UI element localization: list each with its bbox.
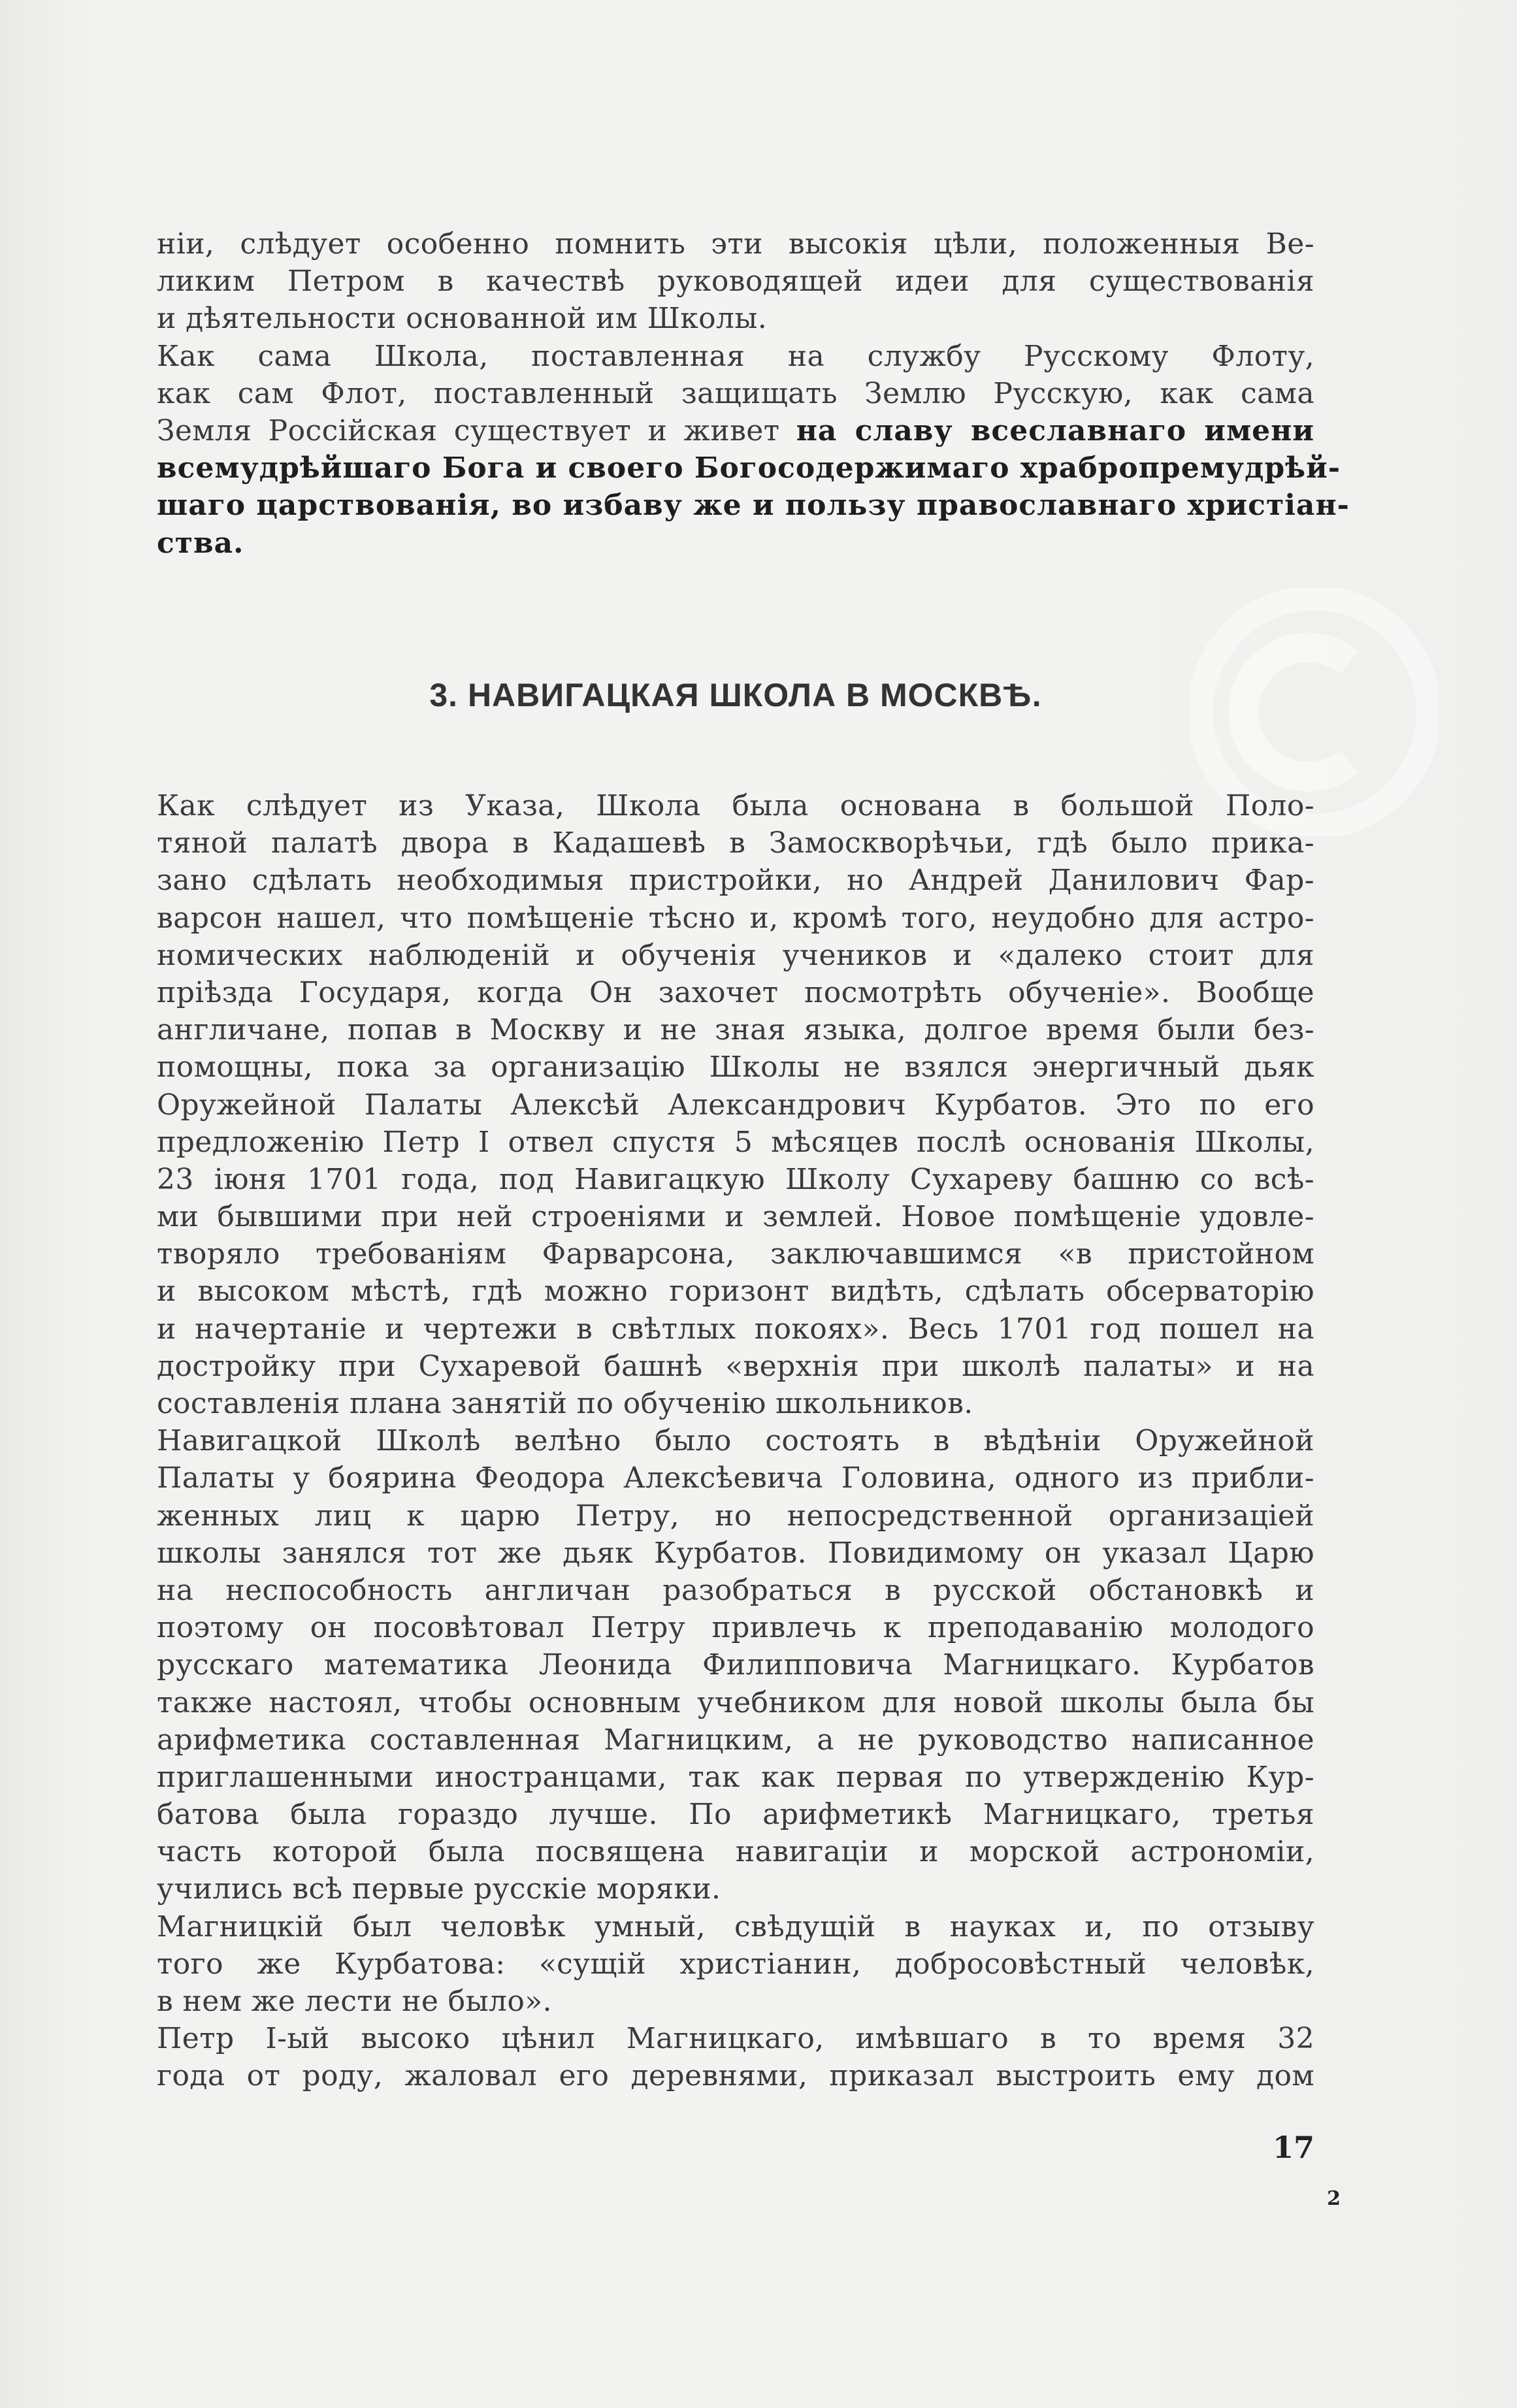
text-line: учились всѣ первые русскіе моряки.: [157, 1872, 721, 1906]
text-line: поэтому он посовѣтовал Петру привлечь к преподаванію молодого: [157, 1611, 1314, 1645]
text-line: Палаты у боярина Феодора Алексѣевича Головина, одного из прибли-: [157, 1461, 1314, 1495]
text-line: пріѣзда Государя, когда Он захочет посмотрѣть обученіе». Вообще: [157, 975, 1314, 1009]
text-line: Как слѣдует из Указа, Школа была основана в большой Поло-: [157, 789, 1314, 822]
text-line: творяло требованіям Фарварсона, заключавшимся «в пристойном: [157, 1237, 1314, 1271]
text-line: школы занялся тот же дьяк Курбатов. Повидимому он указал Царю: [157, 1536, 1314, 1570]
text-line: приглашенными иностранцами, так как первая по утвержденію Кур-: [157, 1760, 1314, 1794]
bold-text-line: шаго царствованія, во избаву же и пользу православнаго христіан-: [157, 489, 1350, 523]
text-line: арифметика составленная Магницким, а не руководство написанное: [157, 1723, 1314, 1757]
bold-text-line: ства.: [157, 526, 244, 560]
text-line: ми бывшими при ней строеніями и землей. Новое помѣщеніе удовле-: [157, 1200, 1314, 1234]
text-line: Петр І-ый высоко цѣнил Магницкаго, имѣвшаго в то время 32: [157, 2022, 1314, 2056]
text-line: номических наблюденій и обученія учеников и «далеко стоит для: [157, 938, 1314, 972]
text-line: [157, 338, 1314, 375]
text-line: составленія плана занятій по обученію школьников.: [157, 1387, 973, 1420]
text-line: на неспособность англичан разобраться в русской обстановкѣ и: [157, 1573, 1314, 1607]
text-line: [157, 412, 1314, 449]
text-line: англичане, попав в Москву и не зная языка, долгое время были без-: [157, 1013, 1314, 1047]
text-line: предложенію Петр I отвел спустя 5 мѣсяцев послѣ основанія Школы,: [157, 1125, 1314, 1159]
text-line: батова была гораздо лучше. По арифметикѣ Магницкаго, третья: [157, 1798, 1314, 1832]
paragraph-founding: [157, 787, 1314, 1422]
main-section: [157, 787, 1314, 2095]
text-line: и начертаніе и чертежи в свѣтлых покоях». Весь 1701 год пошел на: [157, 1312, 1314, 1346]
text-line: и высоком мѣстѣ, гдѣ можно горизонт видѣть, сдѣлать обсерваторію: [157, 1275, 1314, 1309]
paragraph-school-fleet: [157, 338, 1350, 562]
text-line: 23 іюня 1701 года, под Навигацкую Школу Сухареву башню со всѣ-: [157, 1162, 1314, 1196]
paragraph-peter: [157, 2020, 1314, 2094]
text-line: помощны, пока за организацію Школы не взялся энергичный дьяк: [157, 1050, 1314, 1084]
text-line-bold-part: на славу всеславнаго имени: [796, 414, 1314, 447]
text-line: и дѣятельности основанной им Школы.: [157, 302, 768, 336]
top-section: [157, 225, 1350, 562]
text-line: тяной палатѣ двора в Кадашевѣ в Замоскворѣчьи, гдѣ было прика-: [157, 826, 1314, 860]
paragraph-magnitsky: [157, 1908, 1314, 2021]
text-line: как сам Флот, поставленный защищать Землю Русскую, как сама: [157, 376, 1314, 410]
text-line: варсон нашел, что помѣщеніе тѣсно и, кромѣ того, неудобно для астро-: [157, 901, 1314, 935]
text-line: в нем же лести не было».: [157, 1985, 552, 2018]
signature-mark: 2: [1327, 2187, 1341, 2210]
text-line: ніи, слѣдует особенно помнить эти высокія цѣли, положенныя Ве-: [157, 227, 1314, 261]
text-line: Навигацкой Школѣ велѣно было состоять в вѣдѣніи Оружейной: [157, 1424, 1314, 1458]
text-line: Оружейной Палаты Алексѣй Александрович Курбатов. Это по его: [157, 1088, 1314, 1122]
text-line: женных лиц к царю Петру, но непосредственной организаціей: [157, 1499, 1314, 1533]
text-line: ликим Петром в качествѣ руководящей идеи для существованія: [157, 265, 1314, 299]
text-line: Магницкій был человѣк умный, свѣдущій в науках и, по отзыву: [157, 1910, 1314, 1944]
text-line: часть которой была посвящена навигаціи и морской астрономіи,: [157, 1835, 1314, 1869]
text-line: зано сдѣлать необходимыя пристройки, но Андрей Данилович Фар-: [157, 864, 1314, 898]
text-line: русскаго математика Леонида Филипповича Магницкаго. Курбатов: [157, 1648, 1314, 1682]
text-line-regular-part: Земля Россійская существует и живет: [157, 414, 796, 447]
text-line: того же Курбатова: «сущій христіанин, добросовѣстный человѣк,: [157, 1947, 1314, 1981]
text-line-content: Как сама Школа, поставленная на службу Русскому Флоту,: [157, 339, 1314, 373]
page-number: 17: [1272, 2130, 1314, 2165]
text-line: также настоял, чтобы основным учебником для новой школы была бы: [157, 1685, 1314, 1719]
text-line: года от роду, жаловал его деревнями, приказал выстроить ему дом: [157, 2059, 1314, 2093]
continued-paragraph: [157, 225, 1314, 338]
text-line: достройку при Сухаревой башнѣ «верхнія при школѣ палаты» и на: [157, 1349, 1314, 1383]
bold-text-line: всемудрѣйшаго Бога и своего Богосодержимаго храбропремудрѣй-: [157, 451, 1341, 485]
section-heading: 3. НАВИГАЦКАЯ ШКОЛА В МОСКВѢ.: [429, 677, 1042, 713]
paragraph-navigation-school: [157, 1422, 1314, 1908]
